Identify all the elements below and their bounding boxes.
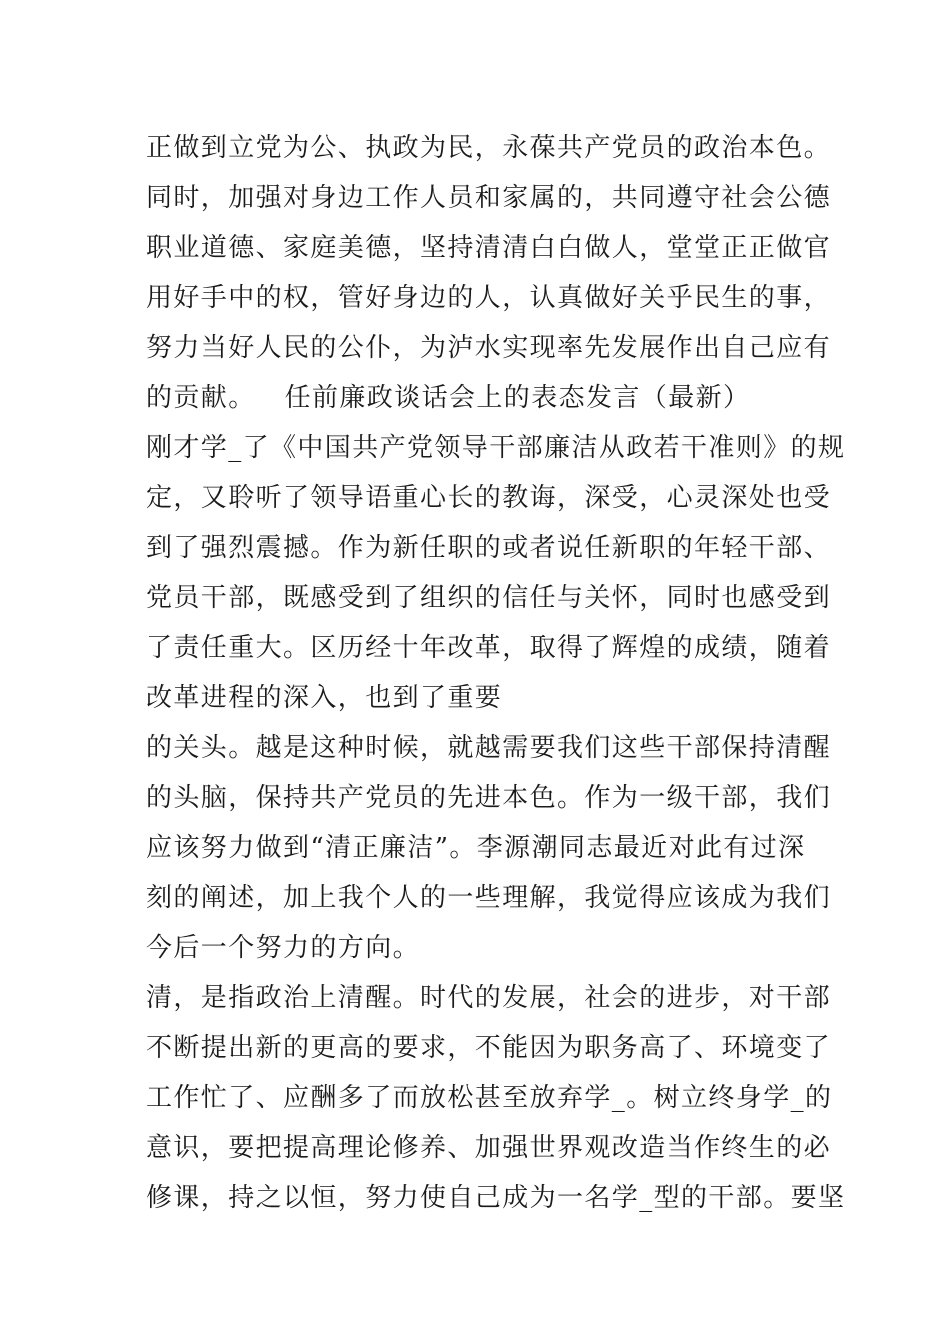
text-line: 今后一个努力的方向。 bbox=[146, 933, 421, 963]
text-line: 清，是指政治上清醒。时代的发展，社会的进步，对干部 bbox=[146, 983, 832, 1013]
text-line: 刻的阐述，加上我个人的一些理解，我觉得应该成为我们 bbox=[146, 883, 832, 913]
text-line: 应该努力做到“清正廉洁”。李源潮同志最近对此有过深 bbox=[146, 833, 806, 863]
text-line: 的关头。越是这种时候，就越需要我们这些干部保持清醒 bbox=[146, 733, 832, 763]
text-line: 了责任重大。区历经十年改革，取得了辉煌的成绩，随着 bbox=[146, 633, 832, 663]
text-line: 不断提出新的更高的要求，不能因为职务高了、环境变了 bbox=[146, 1033, 832, 1063]
text-line: 到了强烈震撼。作为新任职的或者说任新职的年轻干部、 bbox=[146, 533, 832, 563]
text-line: 的贡献。 任前廉政谈话会上的表态发言（最新） bbox=[146, 383, 751, 413]
text-line: 职业道德、家庭美德，坚持清清白白做人，堂堂正正做官 bbox=[146, 233, 832, 263]
text-line: 修课，持之以恒，努力使自己成为一名学_型的干部。要坚 bbox=[146, 1183, 846, 1213]
text-line: 努力当好人民的公仆，为泸水实现率先发展作出自己应有 bbox=[146, 333, 832, 363]
body-text bbox=[146, 123, 846, 1223]
text-line: 同时，加强对身边工作人员和家属的，共同遵守社会公德 bbox=[146, 183, 832, 213]
text-line: 的头脑，保持共产党员的先进本色。作为一级干部，我们 bbox=[146, 783, 832, 813]
text-line: 党员干部，既感受到了组织的信任与关怀，同时也感受到 bbox=[146, 583, 832, 613]
text-line: 用好手中的权，管好身边的人，认真做好关乎民生的事， bbox=[146, 283, 832, 313]
text-line: 定，又聆听了领导语重心长的教诲，深受，心灵深处也受 bbox=[146, 483, 832, 513]
text-line: 刚才学_了《中国共产党领导干部廉洁从政若干准则》的规 bbox=[146, 433, 846, 463]
text-line: 工作忙了、应酬多了而放松甚至放弃学_。树立终身学_的 bbox=[146, 1083, 833, 1113]
text-line: 正做到立党为公、执政为民，永葆共产党员的政治本色。 bbox=[146, 133, 832, 163]
text-line: 改革进程的深入，也到了重要 bbox=[146, 683, 503, 713]
text-line: 意识，要把提高理论修养、加强世界观改造当作终生的必 bbox=[146, 1133, 832, 1163]
